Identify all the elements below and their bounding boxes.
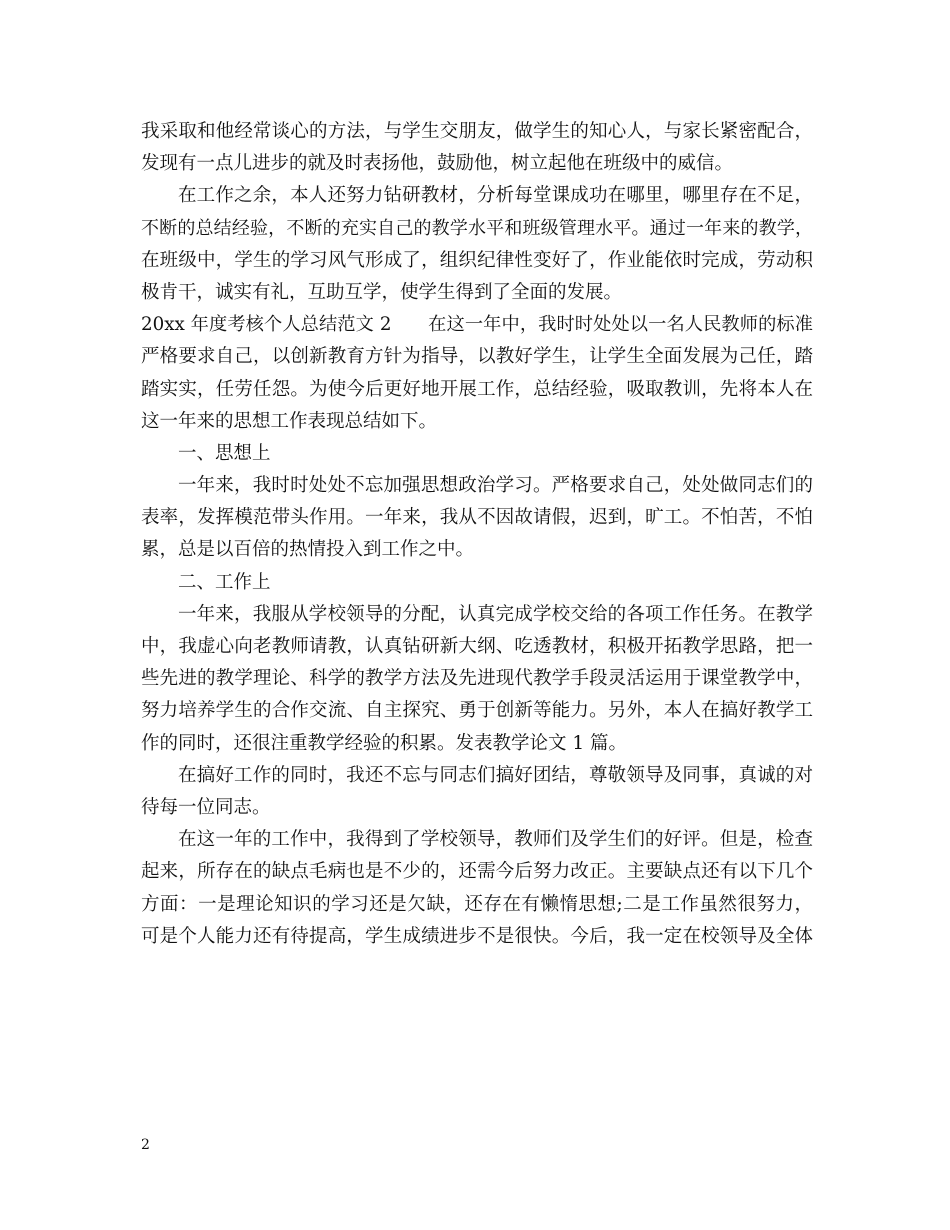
text-line: 发现有一点儿进步的就及时表扬他，鼓励他，树立起他在班级中的威信。 [141,153,734,175]
text-line: 累，总是以百倍的热情投入到工作之中。 [141,539,475,561]
text-line: 不断的总结经验，不断的充实自己的教学水平和班级管理水平。通过一年来的教学， [141,217,813,239]
text-line: 可是个人能力还有待提高，学生成绩进步不是很快。今后，我一定在校领导及全体 [141,925,813,947]
text-line: 一年来，我服从学校领导的分配，认真完成学校交给的各项工作任务。在教学 [178,603,813,625]
text-line: 严格要求自己，以创新教育方针为指导，以教好学生，让学生全面发展为己任，踏 [141,346,813,368]
text-line: 待每一位同志。 [141,796,271,818]
text-line: 极肯干，诚实有礼，互助互学，使学生得到了全面的发展。 [141,281,623,303]
text-line: 二、工作上 [178,571,271,593]
text-line: 些先进的教学理论、科学的教学方法及先进现代教学手段灵活运用于课堂教学中， [141,668,813,690]
page-number: 2 [141,1137,150,1153]
text-line: 在班级中，学生的学习风气形成了，组织纪律性变好了，作业能依时完成，劳动积 [141,249,813,271]
text-line: 踏实实，任劳任怨。为使今后更好地开展工作，总结经验，吸取教训，先将本人在 [141,378,813,400]
text-line: 20xx 年度考核个人总结范文 2 在这一年中，我时时处处以一名人民教师的标准 [141,314,813,336]
text-line: 一年来，我时时处处不忘加强思想政治学习。严格要求自己，处处做同志们的 [178,475,813,497]
text-line: 这一年来的思想工作表现总结如下。 [141,410,438,432]
text-line: 中，我虚心向老教师请教，认真钻研新大纲、吃透教材，积极开拓教学思路，把一 [141,636,813,657]
text-line: 在这一年的工作中，我得到了学校领导，教师们及学生们的好评。但是，检查 [178,829,813,851]
text-line: 在工作之余，本人还努力钻研教材，分析每堂课成功在哪里，哪里存在不足， [178,185,813,207]
text-line: 表率，发挥模范带头作用。一年来，我从不因故请假，迟到，旷工。不怕苦，不怕 [141,507,813,529]
document-body [141,116,813,953]
text-line: 方面：一是理论知识的学习还是欠缺，还存在有懒惰思想;二是工作虽然很努力， [141,893,813,915]
text-line: 起来，所存在的缺点毛病也是不少的，还需今后努力改正。主要缺点还有以下几个 [141,861,813,883]
text-line: 努力培养学生的合作交流、自主探究、勇于创新等能力。另外，本人在搞好教学工 [141,700,813,722]
text-line: 在搞好工作的同时，我还不忘与同志们搞好团结，尊敬领导及同事，真诚的对 [178,764,813,786]
text-line: 我采取和他经常谈心的方法，与学生交朋友，做学生的知心人，与家长紧密配合， [141,121,813,142]
text-line: 一、思想上 [178,442,271,464]
text-line: 作的同时，还很注重教学经验的积累。发表教学论文 1 篇。 [141,732,628,754]
